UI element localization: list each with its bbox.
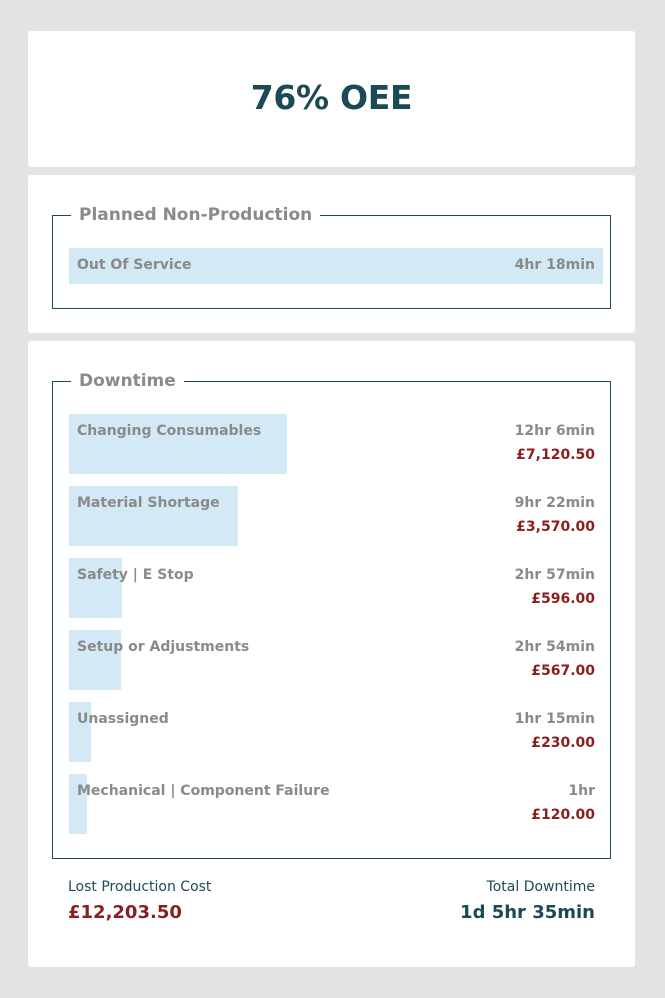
downtime-item-label: Mechanical | Component Failure: [77, 783, 330, 799]
planned-item-duration: 4hr 18min: [514, 257, 595, 273]
downtime-item-row[interactable]: [69, 558, 603, 618]
downtime-item-label: Setup or Adjustments: [77, 639, 250, 655]
planned-non-production-heading: Planned Non-Production: [71, 204, 320, 226]
downtime-group: [52, 371, 611, 859]
downtime-item-row[interactable]: [69, 774, 603, 834]
downtime-item-duration: 1hr 15min: [514, 711, 595, 727]
downtime-item-cost: £230.00: [531, 735, 595, 751]
downtime-card: [28, 341, 635, 967]
downtime-item-duration: 9hr 22min: [514, 495, 595, 511]
downtime-item-cost: £3,570.00: [516, 519, 595, 535]
downtime-item-row[interactable]: [69, 630, 603, 690]
oee-card: [28, 31, 635, 167]
downtime-item-duration: 1hr: [568, 783, 595, 799]
downtime-item-row[interactable]: [69, 414, 603, 474]
downtime-item-cost: £596.00: [531, 591, 595, 607]
downtime-item-duration: 2hr 57min: [514, 567, 595, 583]
downtime-item-row[interactable]: [69, 702, 603, 762]
downtime-item-duration: 12hr 6min: [514, 423, 595, 439]
total-downtime-label: Total Downtime: [486, 879, 595, 895]
planned-item-row[interactable]: [69, 248, 603, 284]
downtime-item-cost: £120.00: [531, 807, 595, 823]
planned-non-production-card: [28, 175, 635, 333]
oee-title: 76% OEE: [250, 78, 413, 117]
downtime-item-duration: 2hr 54min: [514, 639, 595, 655]
planned-item-label: Out Of Service: [77, 257, 192, 273]
downtime-item-label: Changing Consumables: [77, 423, 262, 439]
downtime-item-row[interactable]: [69, 486, 603, 546]
total-downtime-value: 1d 5hr 35min: [460, 902, 595, 923]
lost-production-cost-label: Lost Production Cost: [68, 879, 212, 895]
downtime-item-cost: £567.00: [531, 663, 595, 679]
downtime-item-label: Unassigned: [77, 711, 169, 727]
downtime-heading: Downtime: [71, 370, 184, 392]
downtime-item-label: Safety | E Stop: [77, 567, 194, 583]
downtime-item-cost: £7,120.50: [516, 447, 595, 463]
planned-non-production-group: [52, 205, 611, 309]
downtime-item-label: Material Shortage: [77, 495, 220, 511]
lost-production-cost-value: £12,203.50: [68, 902, 182, 923]
